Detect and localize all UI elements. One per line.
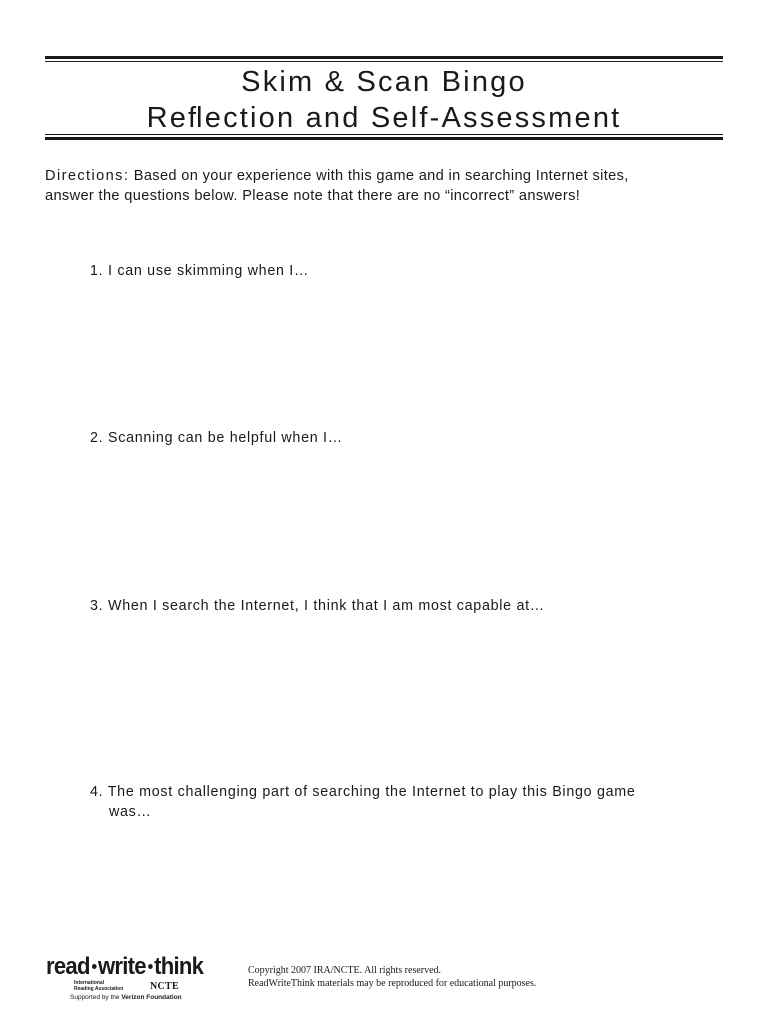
question-number: 2. [90, 430, 104, 446]
logo-ncte: NCTE [150, 981, 179, 992]
logo-word-think: think [154, 953, 204, 980]
question-text: I can use skimming when I… [108, 263, 309, 279]
logo-support-prefix: Supported by the [70, 994, 122, 1001]
directions-text-line2: answer the questions below. Please note that there are no “incorrect” answers! [45, 187, 581, 204]
question-text: Scanning can be helpful when I… [108, 430, 343, 446]
logo-ira-line1: International [74, 980, 105, 986]
copyright-notice [248, 964, 536, 990]
directions-paragraph [45, 167, 735, 206]
header-rule-top-thin [45, 61, 723, 62]
readwritethink-logo [46, 954, 221, 1004]
question-text: When I search the Internet, I think that I am most capable at… [108, 598, 545, 614]
header-rule-top-thick [45, 56, 723, 59]
question-text: The most challenging part of searching the Internet to play this Bingo game [107, 784, 636, 800]
copyright-line2: ReadWriteThink materials may be reproduced for educational purposes. [248, 978, 537, 989]
logo-word-read: read [46, 953, 90, 980]
logo-dot [92, 964, 97, 969]
header-rule-bottom-thick [45, 137, 723, 140]
question-3 [90, 596, 710, 616]
title-block [45, 64, 723, 136]
logo-dot [148, 964, 153, 969]
copyright-line1: Copyright 2007 IRA/NCTE. All rights reserved. [248, 965, 442, 976]
directions-text-line1: Based on your experience with this game and in searching Internet sites, [129, 168, 629, 184]
logo-ira-line2: Reading Association [74, 985, 124, 992]
logo-ira [74, 981, 123, 992]
question-number: 4. [90, 784, 104, 800]
logo-word-write: write [97, 953, 146, 980]
question-4 [90, 782, 710, 822]
logo-support-name: Verizon Foundation [121, 994, 182, 1001]
question-number: 1. [90, 263, 104, 279]
directions-label: Directions: [45, 168, 130, 184]
page-title: Skim & Scan Bingo [241, 66, 527, 98]
logo-support-line [70, 994, 182, 1001]
question-1 [90, 261, 710, 281]
question-number: 3. [90, 598, 104, 614]
question-text-continuation: was… [109, 804, 152, 820]
header-rule-bottom-thin [45, 134, 723, 135]
logo-wordmark [46, 954, 207, 980]
page-subtitle: Reﬂection and Self-Assessment [146, 102, 622, 134]
question-2 [90, 428, 710, 448]
